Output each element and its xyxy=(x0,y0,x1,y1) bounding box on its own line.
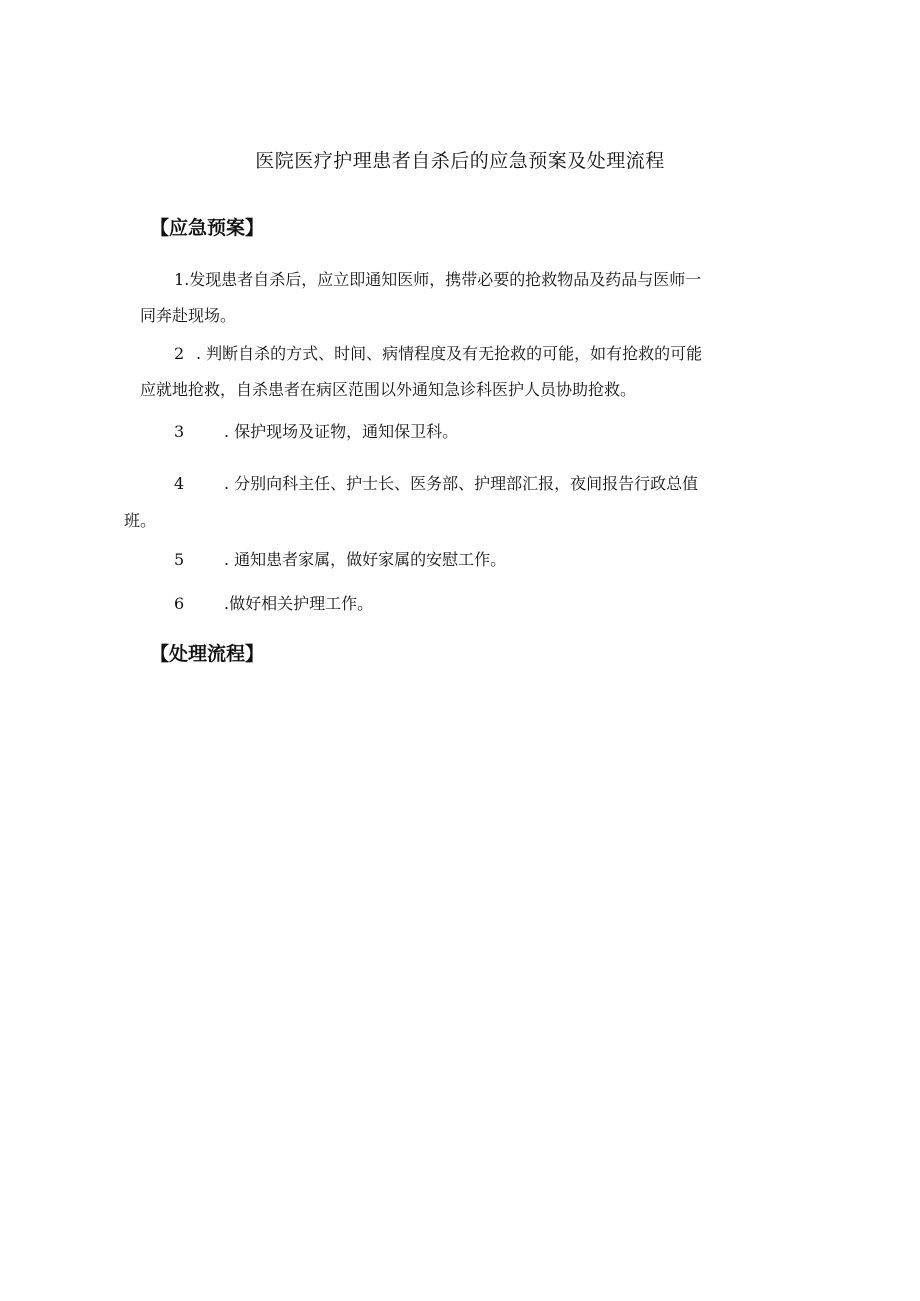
item-text-continuation: 同奔赴现场。 xyxy=(140,306,237,325)
item-number: 5 xyxy=(174,550,185,569)
item-number: 6 xyxy=(174,594,185,613)
item-number: 2 xyxy=(174,344,185,363)
item-text: . 分别向科主任、护士长、医务部、护理部汇报，夜间报告行政总值 xyxy=(224,474,699,493)
item-text: . 通知患者家属，做好家属的安慰工作。 xyxy=(224,550,507,569)
item-number: 1 xyxy=(174,270,185,289)
item-number: 4 xyxy=(174,474,185,493)
item-text: . 判断自杀的方式、时间、病情程度及有无抢救的可能，如有抢救的可能 xyxy=(196,344,703,363)
section-heading-emergency-plan: 【应急预案】 xyxy=(150,217,265,239)
page-title: 医院医疗护理患者自杀后的应急预案及处理流程 xyxy=(255,150,665,172)
item-text: .发现患者自杀后，应立即通知医师，携带必要的抢救物品及药品与医师一 xyxy=(184,270,702,289)
item-text: . 保护现场及证物，通知保卫科。 xyxy=(224,422,459,441)
item-text-continuation: 应就地抢救，自杀患者在病区范围以外通知急诊科医护人员协助抢救。 xyxy=(140,380,637,399)
item-number: 3 xyxy=(174,422,185,441)
section-heading-process-flow: 【处理流程】 xyxy=(150,643,265,665)
item-text-continuation: 班。 xyxy=(124,511,157,530)
item-text: .做好相关护理工作。 xyxy=(224,594,374,613)
